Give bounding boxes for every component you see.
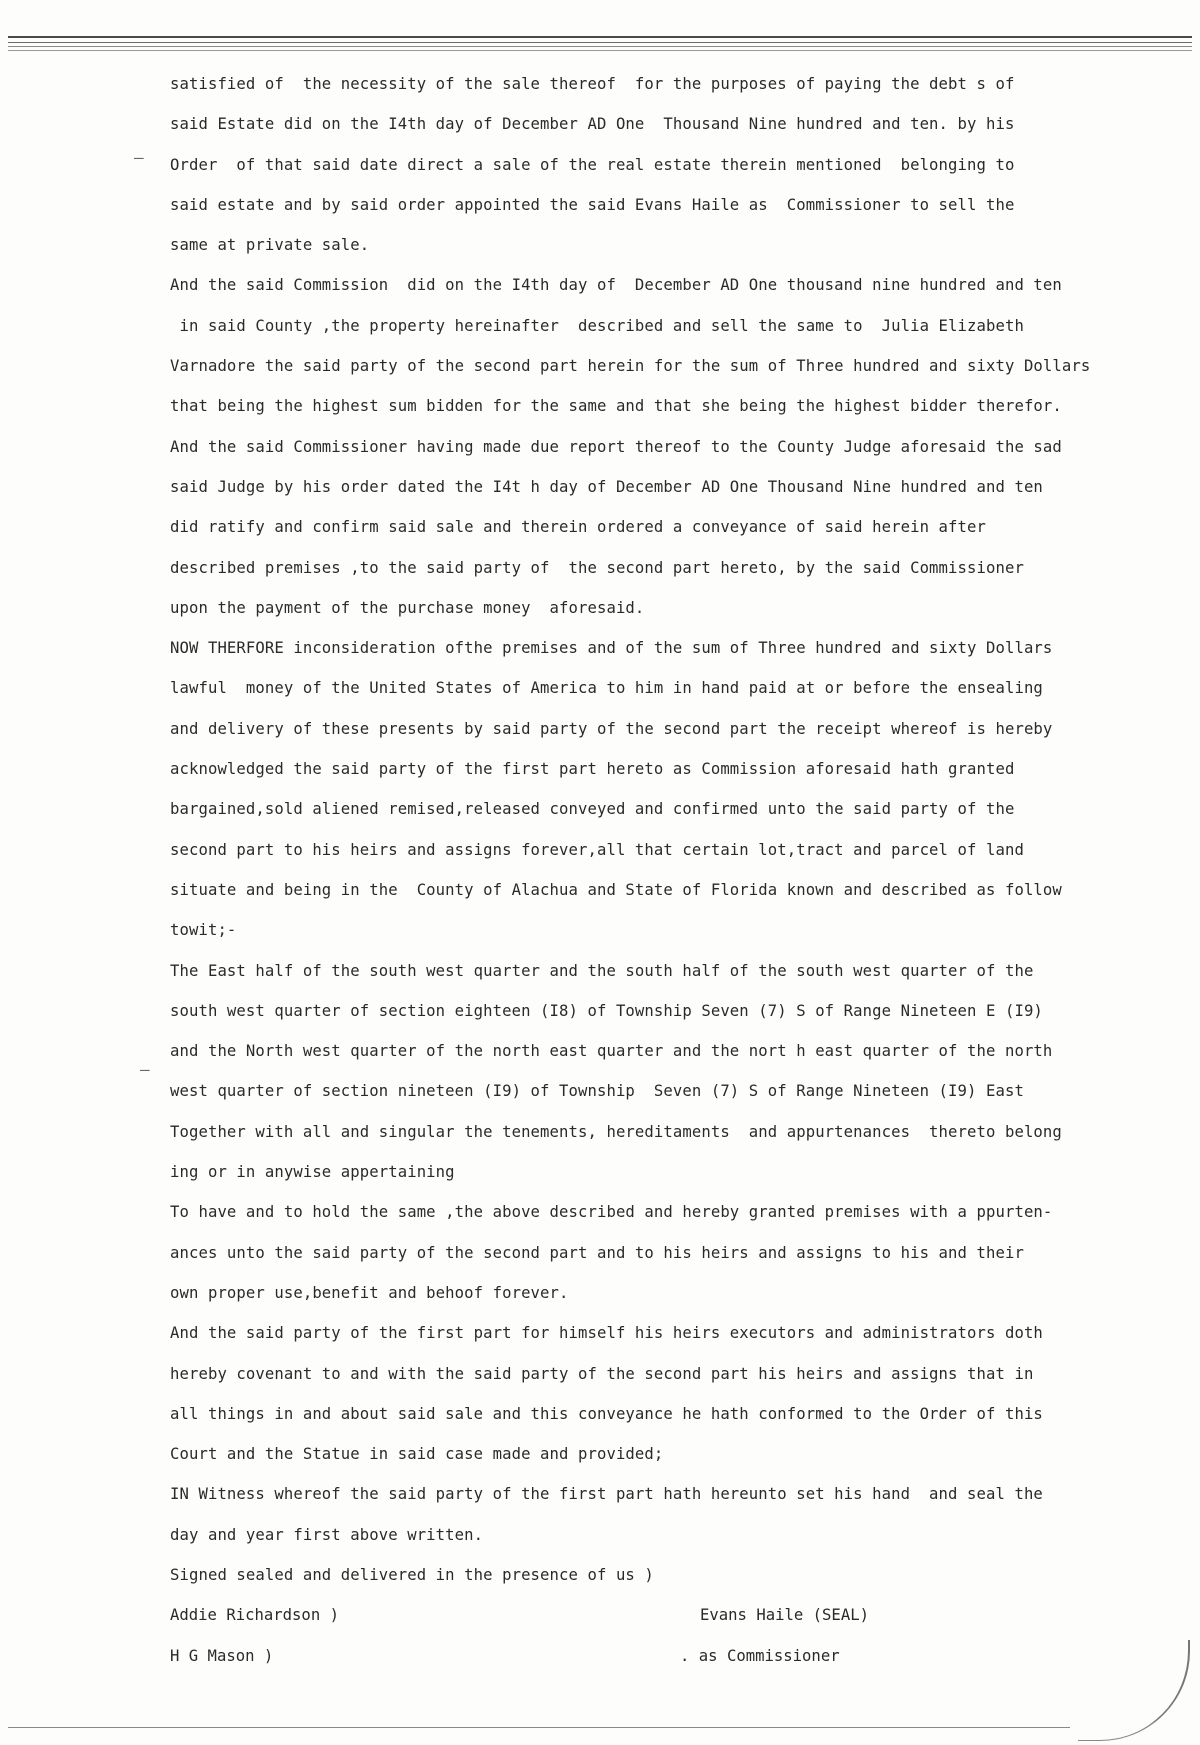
text-line: lawful money of the United States of America to him in hand paid at or before the ensealing: [170, 679, 1043, 698]
text-line: And the said party of the first part for himself his heirs executors and administrators doth: [170, 1324, 1043, 1343]
text-line: hereby covenant to and with the said party of the second part his heirs and assigns that in: [170, 1364, 1034, 1383]
text-line: situate and being in the County of Alachua and State of Florida known and described as follow: [170, 880, 1062, 899]
text-line: And the said Commission did on the I4th day of December AD One thousand nine hundred and ten: [170, 276, 1062, 295]
text-line: described premises ,to the said party of the second part hereto, by the said Commissioner: [170, 558, 1024, 577]
margin-dash: –: [134, 148, 144, 167]
witness-signature: H G Mason ): [170, 1646, 274, 1665]
text-line: south west quarter of section eighteen (I8) of Township Seven (7) S of Range Nineteen E (I9): [170, 1001, 1043, 1020]
signature-row: [170, 1595, 1155, 1635]
text-line: ances unto the said party of the second part and to his heirs and assigns to his and their: [170, 1243, 1024, 1262]
text-line: And the said Commissioner having made due report thereof to the County Judge aforesaid the sad: [170, 437, 1062, 456]
top-rule-faintest: [8, 50, 1192, 51]
text-line: that being the highest sum bidden for the same and that she being the highest bidder therefor.: [170, 397, 1062, 416]
margin-dash: –: [140, 1060, 150, 1079]
text-line: said Judge by his order dated the I4t h day of December AD One Thousand Nine hundred and ten: [170, 477, 1043, 496]
grantor-signature: Evans Haile (SEAL): [700, 1606, 869, 1625]
text-line: own proper use,benefit and behoof forever.: [170, 1283, 569, 1302]
text-line: satisfied of the necessity of the sale thereof for the purposes of paying the debt s of: [170, 75, 1015, 93]
text-line: IN Witness whereof the said party of the first part hath hereunto set his hand and seal the: [170, 1485, 1043, 1504]
text-line: and delivery of these presents by said party of the second part the receipt whereof is hereby: [170, 719, 1053, 738]
text-line: The East half of the south west quarter and the south half of the south west quarter of the: [170, 961, 1034, 980]
signature-row: [170, 1636, 1155, 1676]
text-line: To have and to hold the same ,the above described and hereby granted premises with a ppurten-: [170, 1203, 1053, 1222]
text-line: upon the payment of the purchase money aforesaid.: [170, 598, 645, 617]
text-line: day and year first above written.: [170, 1525, 484, 1544]
text-line: all things in and about said sale and this conveyance he hath conformed to the Order of this: [170, 1404, 1043, 1423]
top-rule-thin: [8, 42, 1192, 43]
bottom-rule: [8, 1727, 1070, 1728]
top-rule: [8, 36, 1192, 38]
text-line: west quarter of section nineteen (I9) of Township Seven (7) S of Range Nineteen (I9) East: [170, 1082, 1024, 1101]
text-line: bargained,sold aliened remised,released conveyed and confirmed unto the said party of the: [170, 800, 1015, 819]
text-line: acknowledged the said party of the first part hereto as Commission aforesaid hath granted: [170, 760, 1015, 779]
text-line: said estate and by said order appointed the said Evans Haile as Commissioner to sell the: [170, 195, 1015, 214]
text-line: Together with all and singular the tenements, hereditaments and appurtenances thereto belong: [170, 1122, 1062, 1141]
witness-signature: Addie Richardson ): [170, 1606, 339, 1625]
text-line: did ratify and confirm said sale and therein ordered a conveyance of said herein after: [170, 518, 986, 537]
text-line: said Estate did on the I4th day of December AD One Thousand Nine hundred and ten. by his: [170, 115, 1015, 134]
text-line: ing or in anywise appertaining: [170, 1163, 455, 1182]
text-line: Court and the Statue in said case made and provided;: [170, 1445, 664, 1464]
text-line: Varnadore the said party of the second part herein for the sum of Three hundred and sixty Dollars: [170, 357, 1091, 376]
text-line: Order of that said date direct a sale of the real estate therein mentioned belonging to: [170, 155, 1015, 174]
top-rule-faint: [8, 46, 1192, 47]
text-line: NOW THERFORE inconsideration ofthe premises and of the sum of Three hundred and sixty Dollars: [170, 639, 1053, 658]
text-line: and the North west quarter of the north east quarter and the nort h east quarter of the north: [170, 1042, 1053, 1061]
text-line: in said County ,the property hereinafter described and sell the same to Julia Elizabeth: [170, 316, 1024, 335]
grantor-role: . as Commissioner: [680, 1646, 840, 1665]
page-edge-curl: [1078, 1640, 1190, 1741]
text-line: second part to his heirs and assigns forever,all that certain lot,tract and parcel of land: [170, 840, 1024, 859]
deed-body-text: [170, 64, 1155, 1676]
text-line: Signed sealed and delivered in the presence of us ): [170, 1565, 654, 1584]
text-line: same at private sale.: [170, 236, 370, 255]
text-line: towit;-: [170, 921, 237, 940]
